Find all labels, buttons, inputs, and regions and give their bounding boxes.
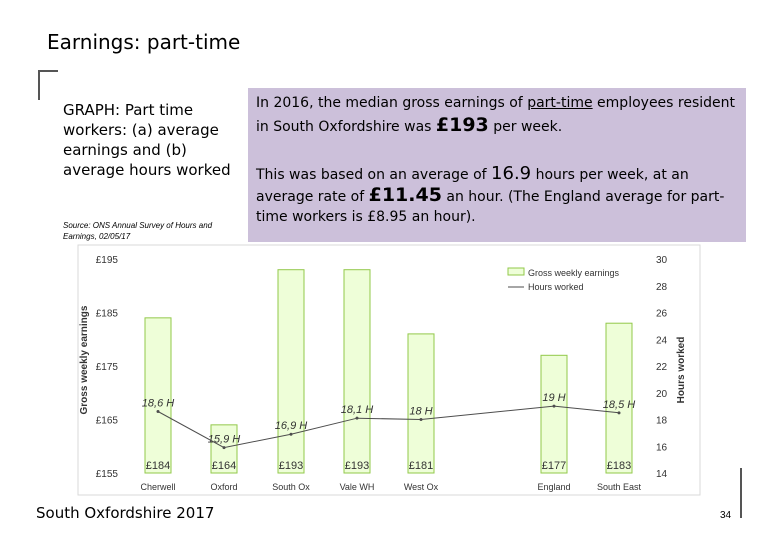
legend-entry-hours: Hours worked [528, 282, 584, 292]
footer-text: South Oxfordshire 2017 [36, 504, 215, 522]
y-tick-label: £175 [95, 362, 118, 373]
hours-point [420, 418, 423, 421]
bar-cherwell [145, 318, 171, 473]
info-text: per week. [488, 119, 563, 135]
average-hours-value: 16.9 [491, 163, 532, 184]
hours-data-label: 19 H [542, 392, 566, 405]
x-tick-label: Cherwell [140, 482, 176, 492]
y2-tick-label: 24 [656, 335, 668, 347]
x-tick-label: Vale WH [339, 482, 375, 492]
legend-swatch-earnings [508, 268, 524, 275]
y-tick-label: £155 [95, 469, 118, 480]
x-tick-label: England [537, 482, 571, 492]
hours-point [157, 410, 160, 413]
bar-data-label: £164 [211, 460, 237, 472]
y2-tick-label: 22 [656, 362, 668, 373]
bar-england [541, 355, 567, 473]
legend-entry-earnings: Gross weekly earnings [528, 268, 620, 278]
y-tick-label: £185 [95, 308, 118, 320]
hours-data-label: 18,5 H [602, 398, 636, 411]
source-note: Source: ONS Annual Survey of Hours and Earnings, 02/05/17 [63, 221, 213, 241]
info-text: In 2016, the median gross earnings of [256, 95, 528, 111]
hours-point [618, 411, 621, 414]
hours-data-label: 15,9 H [207, 433, 241, 446]
bar-data-label: £184 [145, 460, 171, 472]
info-text: hours per week, at an average rate of [256, 167, 689, 205]
graph-title: GRAPH: Part time workers: (a) average earnings and (b) average hours worked [63, 101, 231, 179]
y-tick-label: £195 [95, 255, 118, 266]
y2-axis-label: Hours worked [676, 336, 687, 404]
y2-tick-label: 14 [656, 469, 668, 480]
page-number: 34 [720, 510, 732, 521]
hours-data-label: 16,9 H [274, 420, 308, 433]
info-underlined-text: part-time [527, 95, 593, 111]
hours-point [553, 405, 556, 408]
bar-data-label: £177 [541, 460, 567, 472]
hours-point [290, 433, 293, 436]
bar-data-label: £193 [344, 460, 370, 472]
bar-data-label: £181 [408, 460, 434, 472]
info-text: employees resident in South Oxfordshire was [256, 95, 736, 135]
x-tick-label: Oxford [210, 482, 238, 492]
bar-south-ox [278, 270, 304, 473]
y-axis-label: Gross weekly earnings [79, 305, 90, 415]
y-tick-label: £165 [95, 415, 118, 427]
x-tick-label: West Ox [403, 482, 439, 492]
bar-data-label: £183 [606, 460, 632, 472]
bar-vale-wh [344, 270, 370, 473]
info-text: This was based on an average of [256, 167, 492, 183]
y2-tick-label: 26 [656, 308, 668, 320]
bar-west-ox [408, 334, 434, 473]
x-tick-label: South East [596, 482, 642, 492]
hours-point [223, 446, 226, 449]
y2-tick-label: 28 [656, 281, 668, 293]
hours-data-label: 18,6 H [141, 397, 175, 410]
hours-point [356, 417, 359, 420]
hourly-rate-value: £11.45 [368, 184, 442, 206]
median-earnings-value: £193 [435, 114, 489, 136]
y2-tick-label: 30 [656, 255, 668, 266]
page-title: Earnings: part-time [47, 30, 241, 54]
y2-tick-label: 18 [656, 415, 668, 427]
info-text: an hour. (The England average for part-time workers is £8.95 an hour). [256, 189, 725, 225]
x-tick-label: South Ox [272, 482, 310, 492]
bar-data-label: £193 [278, 460, 304, 472]
y2-tick-label: 20 [656, 388, 668, 400]
hours-data-label: 18 H [409, 405, 433, 418]
hours-data-label: 18,1 H [340, 404, 374, 417]
y2-tick-label: 16 [656, 442, 668, 454]
